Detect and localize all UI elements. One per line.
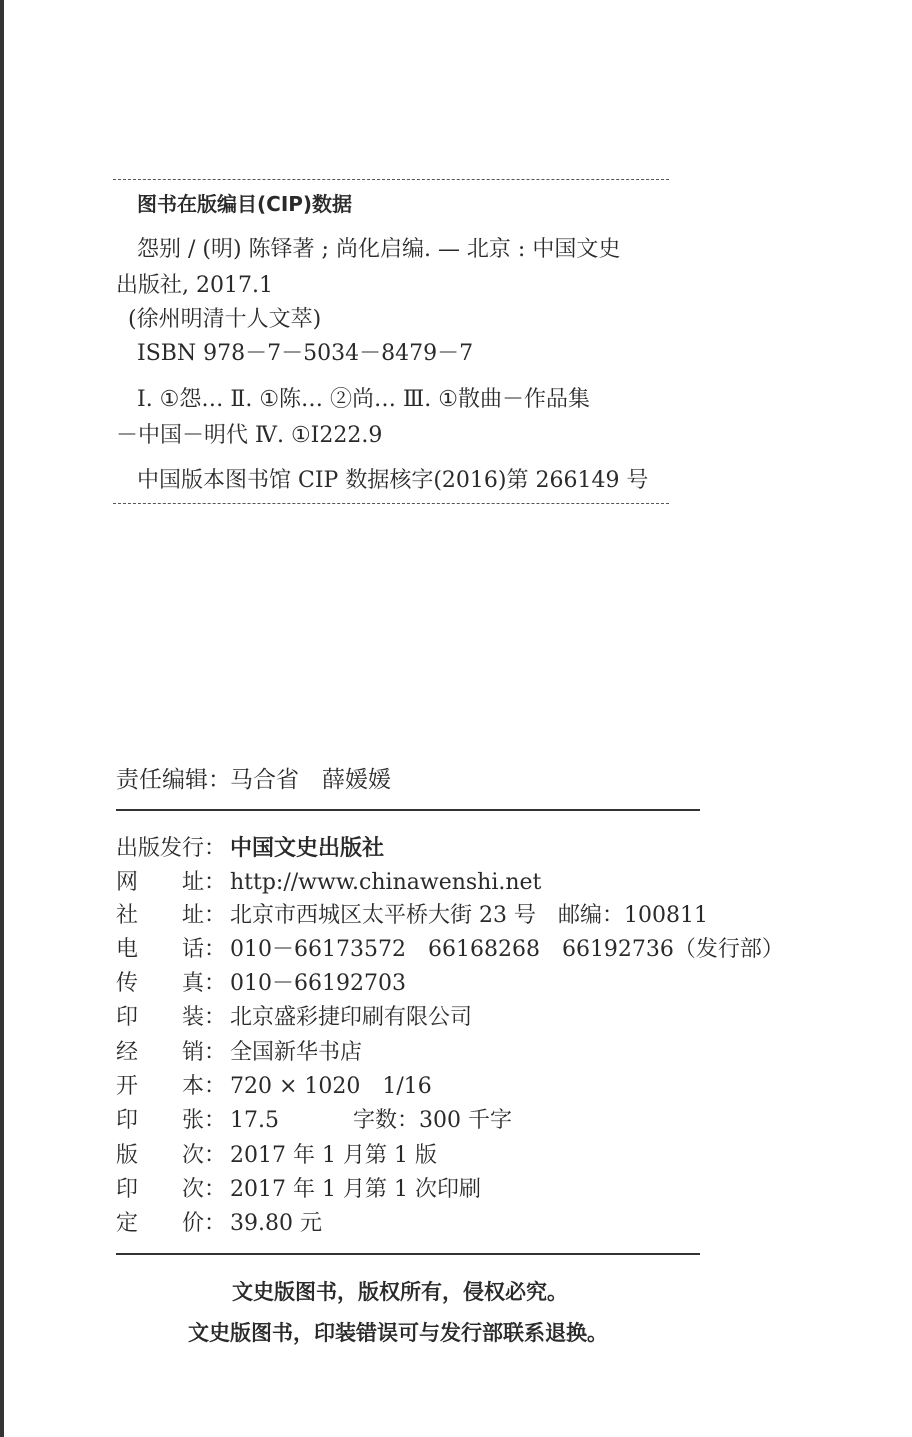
printer-value: 北京盛彩捷印刷有限公司 — [230, 1005, 473, 1030]
details-divider — [116, 1253, 700, 1255]
sheets-label: 印 张： — [116, 1108, 227, 1133]
printer-label: 印 装： — [116, 1005, 227, 1030]
phone-label: 电 话： — [116, 937, 227, 962]
editor-divider — [116, 809, 700, 811]
distributor-label: 经 销： — [116, 1040, 227, 1065]
cip-line-2: 出版社, 2017.1 — [116, 273, 273, 298]
publisher-value: 中国文史出版社 — [230, 836, 385, 861]
phone-value: 010－66173572 66168268 66192736（发行部） — [230, 937, 784, 962]
cip-series: (徐州明清十人文萃) — [128, 307, 322, 332]
return-notice: 文史版图书，印装错误可与发行部联系退换。 — [188, 1321, 608, 1345]
cip-top-divider — [113, 179, 669, 180]
cip-verification: 中国版本图书馆 CIP 数据核字(2016)第 266149 号 — [137, 468, 649, 493]
fax-value: 010－66192703 — [230, 971, 406, 996]
cip-isbn: ISBN 978－7－5034－8479－7 — [137, 341, 474, 366]
cip-title: 图书在版编目(CIP)数据 — [137, 192, 353, 216]
cip-bottom-divider — [113, 503, 669, 504]
website-value: http://www.chinawenshi.net — [230, 870, 542, 895]
editor-names: 马合省 薛媛媛 — [230, 767, 391, 793]
format-value: 720 × 1020 1/16 — [230, 1074, 432, 1099]
website-label: 网 址： — [116, 870, 227, 895]
cip-classification-1: Ⅰ. ①怨… Ⅱ. ①陈… ②尚… Ⅲ. ①散曲－作品集 — [137, 387, 590, 412]
publisher-label: 出版发行： — [116, 836, 227, 861]
copyright-notice: 文史版图书，版权所有，侵权必究。 — [232, 1280, 568, 1304]
word-count: 字数：300 千字 — [353, 1108, 512, 1133]
format-label: 开 本： — [116, 1074, 227, 1099]
printing-label: 印 次： — [116, 1177, 227, 1202]
address-label: 社 址： — [116, 903, 227, 928]
page-left-edge — [0, 0, 4, 1437]
fax-label: 传 真： — [116, 971, 227, 996]
printing-value: 2017 年 1 月第 1 次印刷 — [230, 1177, 481, 1202]
cip-line-1: 怨别 / (明) 陈铎著 ; 尚化启编. — 北京 : 中国文史 — [137, 237, 621, 262]
address-value: 北京市西城区太平桥大街 23 号 邮编：100811 — [230, 903, 708, 928]
price-value: 39.80 元 — [230, 1211, 322, 1236]
cip-classification-2: －中国－明代 Ⅳ. ①I222.9 — [116, 423, 383, 448]
edition-label: 版 次： — [116, 1143, 227, 1168]
editor-label: 责任编辑： — [116, 767, 231, 793]
distributor-value: 全国新华书店 — [230, 1040, 363, 1065]
edition-value: 2017 年 1 月第 1 版 — [230, 1143, 437, 1168]
price-label: 定 价： — [116, 1211, 227, 1236]
sheets-value: 17.5 — [230, 1108, 279, 1133]
